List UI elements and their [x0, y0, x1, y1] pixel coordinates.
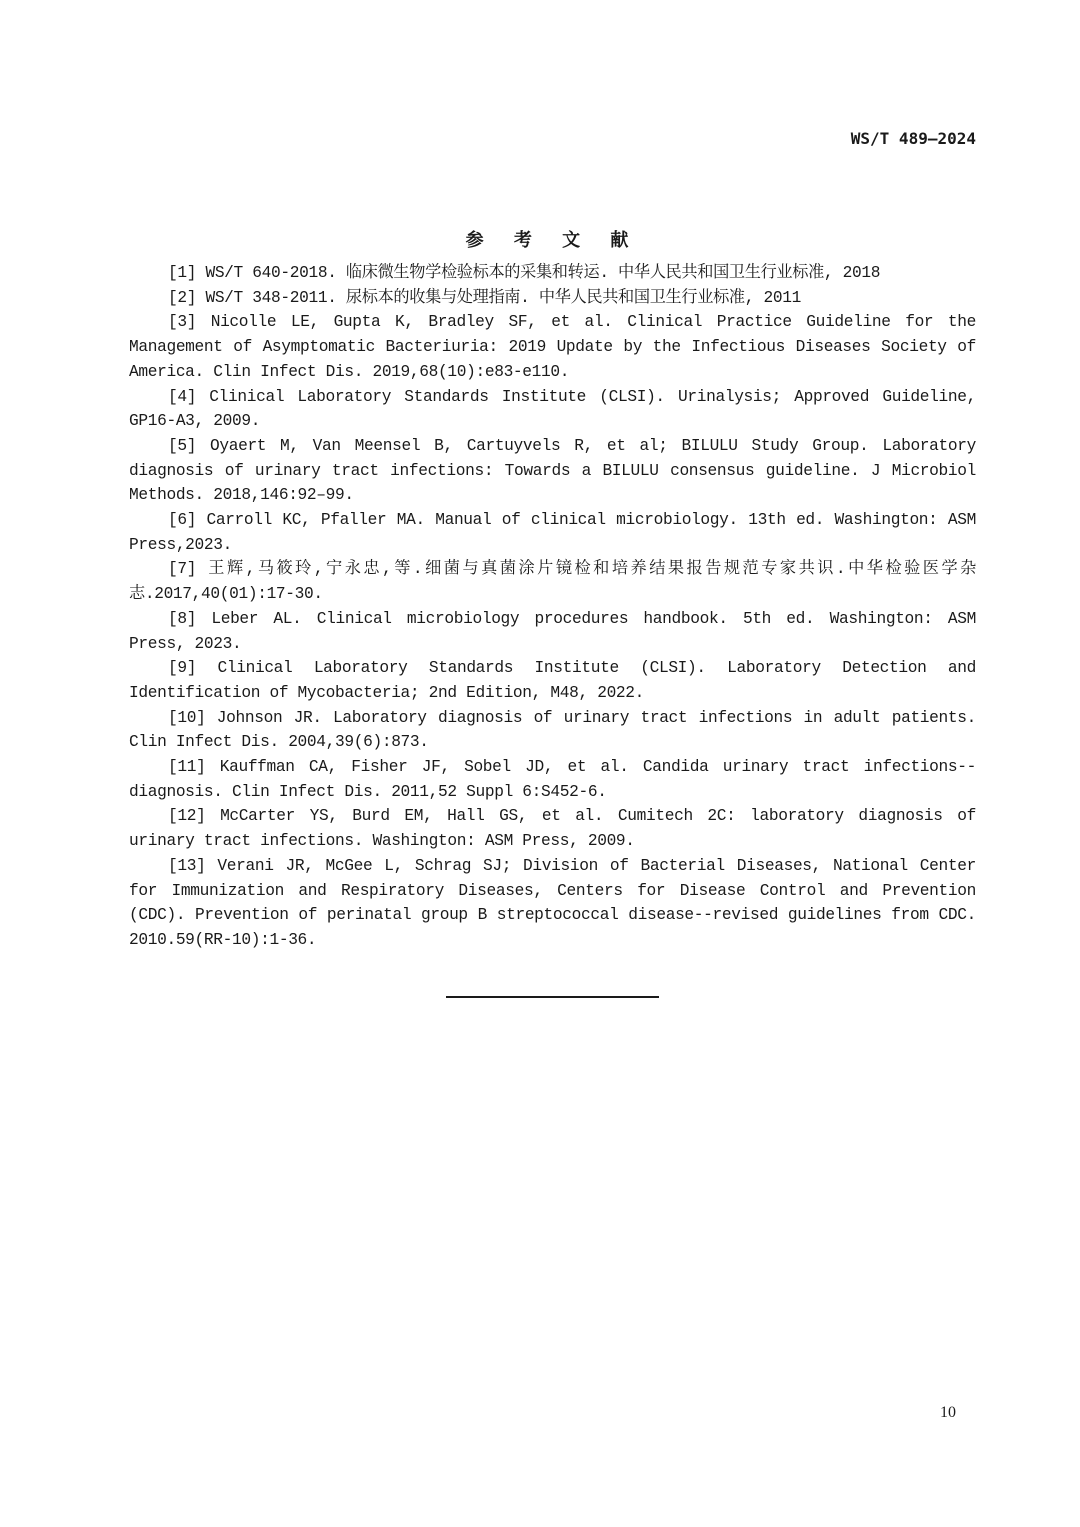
- section-title: 参 考 文 献: [465, 230, 641, 251]
- reference-item: [11] Kauffman CA, Fisher JF, Sobel JD, et al. Candida urinary tract infections--diagnosis. Clin Infect Dis. 2011,52 Suppl 6:S452-6.: [129, 758, 976, 801]
- end-of-document-rule: [446, 996, 659, 998]
- reference-item: [3] Nicolle LE, Gupta K, Bradley SF, et al. Clinical Practice Guideline for the Management of Asymptomatic Bacteriuria: 2019 Update by the Infectious Diseases Society of America. Clin Infect Dis. 2019,68(10):e83-e110.: [129, 313, 976, 381]
- reference-item: [8] Leber AL. Clinical microbiology procedures handbook. 5th ed. Washington: ASM Press, 2023.: [129, 609, 976, 653]
- reference-item: [10] Johnson JR. Laboratory diagnosis of urinary tract infections in adult patients. Clin Infect Dis. 2004,39(6):873.: [129, 708, 976, 752]
- reference-item: [4] Clinical Laboratory Standards Institute (CLSI). Urinalysis; Approved Guideline, GP16-A3, 2009.: [129, 387, 976, 431]
- reference-item: [1] WS/T 640-2018. 临床微生物学检验标本的采集和转运. 中华人民共和国卫生行业标准, 2018: [168, 264, 881, 282]
- reference-list: [129, 261, 976, 953]
- reference-item: [12] McCarter YS, Burd EM, Hall GS, et al. Cumitech 2C: laboratory diagnosis of urinary tract infections. Washington: ASM Press, 2009.: [129, 807, 976, 851]
- page-number: 10: [940, 1404, 956, 1421]
- standard-code-header: WS/T 489—2024: [850, 129, 976, 148]
- reference-item: [6] Carroll KC, Pfaller MA. Manual of clinical microbiology. 13th ed. Washington: ASM Press,2023.: [129, 511, 976, 554]
- reference-item: [13] Verani JR, McGee L, Schrag SJ; Division of Bacterial Diseases, National Center for Immunization and Respiratory Diseases, Centers for Disease Control and Prevention (CDC). Prevention of perinatal group B streptococcal disease--revised guidelines from CDC. 2010.59(RR-10):1-36.: [129, 856, 976, 949]
- reference-item: [7] 王辉,马筱玲,宁永忠,等.细菌与真菌涂片镜检和培养结果报告规范专家共识.中华检验医学杂志.2017,40(01):17-30.: [129, 560, 976, 604]
- reference-item: [9] Clinical Laboratory Standards Institute (CLSI). Laboratory Detection and Identification of Mycobacteria; 2nd Edition, M48, 2022.: [129, 659, 976, 702]
- reference-item: [5] Oyaert M, Van Meensel B, Cartuyvels R, et al; BILULU Study Group. Laboratory diagnosis of urinary tract infections: Towards a BILULU consensus guideline. J Microbiol Methods. 2018,146:92–99.: [129, 436, 976, 505]
- reference-item: [2] WS/T 348-2011. 尿标本的收集与处理指南. 中华人民共和国卫生行业标准, 2011: [168, 288, 801, 307]
